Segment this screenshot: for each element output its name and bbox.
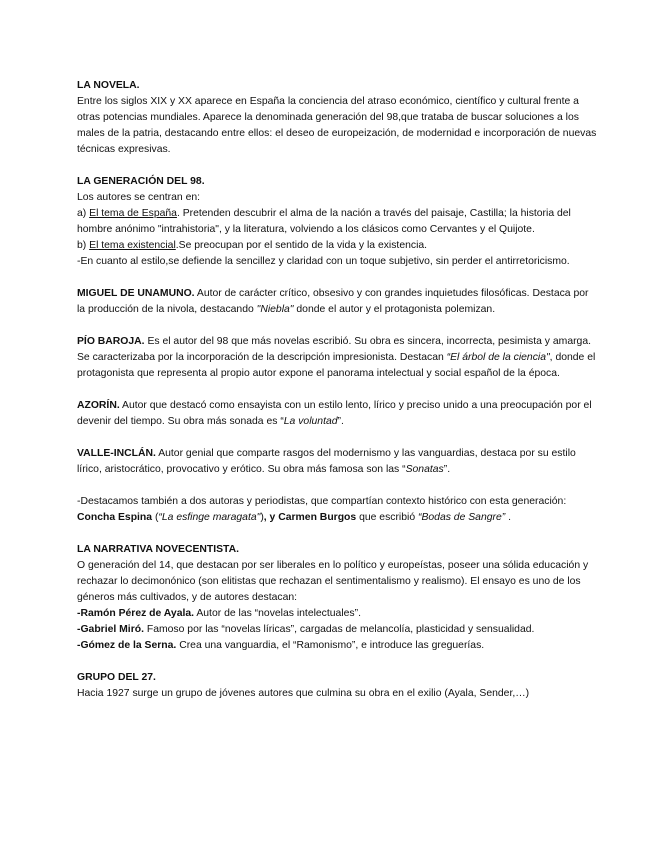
- gen98-style-note: -En cuanto al estilo,se defiende la sencillez y claridad con un toque subjetivo, sin perder el antirretoricismo.: [77, 256, 570, 267]
- valle-text-2: ”.: [443, 464, 451, 475]
- author-name-perez-ayala: -Ramón Pérez de Ayala.: [77, 608, 195, 619]
- work-title-bodas-sangre: “Bodas de Sangre”: [418, 512, 506, 523]
- valle-text-1: Autor genial que comparte rasgos del modernismo y las vanguardias, destaca por su estilo lírico, aristocrático, provocativo y erótico. Su obra más famosa son las “: [77, 448, 576, 475]
- author-name-gomez-serna: -Gómez de la Serna.: [77, 640, 177, 651]
- item-a-text: . Pretenden descubrir el alma de la nación a través del paisaje, Castilla; la historia del hombre anónimo "intrahistoria", y la literatura, volviendo a los clásicos como Cervantes y el Quijote.: [77, 208, 571, 235]
- heading-generacion-98: LA GENERACIÓN DEL 98.: [77, 176, 205, 187]
- paragraph-grupo-27: Hacia 1927 surge un grupo de jóvenes autores que culmina su obra en el exilio (Ayala, Sender,…): [77, 688, 530, 699]
- autoras-end: .: [505, 512, 512, 523]
- document-page: [77, 78, 599, 702]
- item-a-underlined-title: El tema de España: [89, 208, 177, 219]
- author-name-concha-espina: Concha Espina: [77, 512, 153, 523]
- gen98-intro: Los autores se centran en:: [77, 192, 201, 203]
- work-title-la-voluntad: La voluntad: [283, 416, 338, 427]
- author-name-azorin: AZORÍN.: [77, 400, 120, 411]
- spacer: [77, 526, 599, 542]
- azorin-text-2: ”.: [337, 416, 344, 427]
- paragraph-unamuno: [77, 286, 599, 318]
- gomez-text: Crea una vanguardia, el “Ramonismo”, e introduce las greguerías.: [176, 640, 485, 651]
- spacer: [77, 430, 599, 446]
- work-title-arbol-ciencia: “El árbol de la ciencia": [446, 352, 550, 363]
- paragraph-azorin: [77, 398, 599, 430]
- work-title-niebla: "Niebla": [256, 304, 294, 315]
- autoras-text-2: que escribió: [356, 512, 418, 523]
- autoras-close-paren: ): [260, 512, 264, 523]
- heading-grupo-27: GRUPO DEL 27.: [77, 672, 156, 683]
- author-line-ayala: [77, 606, 599, 622]
- unamuno-text-1: Autor de carácter crítico, obsesivo y con grandes inquietudes filosóficas. Destaca por la producción de la nivola, destacando: [77, 288, 589, 315]
- autoras-joiner: , y: [263, 512, 279, 523]
- autoras-open-paren: (: [152, 512, 159, 523]
- item-a-prefix: a): [77, 208, 90, 219]
- author-line-gomez-serna: [77, 638, 599, 654]
- miro-text: Famoso por las “novelas líricas”, cargadas de melancolía, plasticidad y sensualidad.: [143, 624, 535, 635]
- spacer: [77, 158, 599, 174]
- unamuno-text-2: donde el autor y el protagonista polemizan.: [293, 304, 496, 315]
- baroja-text-1: Es el autor del 98 que más novelas escribió. Su obra es sincera, incorrecta, pesimista y amarga. Se caracterizaba por la incorporación de la descripción impresionista. Destacan: [77, 336, 591, 363]
- author-name-valle-inclan: VALLE-INCLÁN.: [77, 448, 156, 459]
- author-line-miro: [77, 622, 599, 638]
- work-title-esfinge-maragata: “La esfinge maragata": [158, 512, 261, 523]
- spacer: [77, 382, 599, 398]
- paragraph-valle-inclan: [77, 446, 599, 478]
- gen98-item-b: [77, 238, 599, 254]
- spacer: [77, 654, 599, 670]
- spacer: [77, 318, 599, 334]
- autoras-intro: -Destacamos también a dos autoras y periodistas, que compartían contexto histórico con esta generación:: [77, 496, 567, 507]
- author-name-gabriel-miro: -Gabriel Miró.: [77, 624, 144, 635]
- ayala-text: Autor de las “novelas intelectuales”.: [194, 608, 361, 619]
- work-title-sonatas: Sonatas: [405, 464, 444, 475]
- heading-narrativa-novecentista: LA NARRATIVA NOVECENTISTA.: [77, 544, 240, 555]
- autoras-line: [77, 510, 599, 526]
- paragraph-novecentista: O generación del 14, que destacan por ser liberales en lo político y europeístas, poseer una sólida educación y rechazar lo decimonónico (son elitistas que rechazan el sentimentalismo y realismo). El ensayo es uno de los géneros más cultivados, y de autores destacan:: [77, 560, 589, 603]
- item-b-prefix: b): [77, 240, 90, 251]
- heading-la-novela: LA NOVELA.: [77, 80, 140, 91]
- azorin-text-1: Autor que destacó como ensayista con un estilo lento, lírico y preciso unido a una preocupación por el devenir del tiempo. Su obra más sonada es “: [77, 400, 592, 427]
- spacer: [77, 270, 599, 286]
- author-name-unamuno: MIGUEL DE UNAMUNO.: [77, 288, 195, 299]
- item-b-underlined-title: El tema existencial: [89, 240, 176, 251]
- gen98-item-a: [77, 206, 599, 238]
- author-name-baroja: PÍO BAROJA.: [77, 336, 145, 347]
- paragraph-baroja: [77, 334, 599, 382]
- author-name-carmen-burgos: Carmen Burgos: [278, 512, 357, 523]
- item-b-text: .Se preocupan por el sentido de la vida y la existencia.: [175, 240, 428, 251]
- spacer: [77, 478, 599, 494]
- paragraph-la-novela: Entre los siglos XIX y XX aparece en España la conciencia del atraso económico, científico y cultural frente a otras potencias mundiales. Aparece la denominada generación del 98,que trataba de buscar soluciones a los males de la patria, destacando entre ellos: el deseo de europeización, de modernidad e incorporación de nuevas técnicas expresivas.: [77, 96, 597, 155]
- baroja-text-2: , donde el protagonista que representa al propio autor expone el panorama intelectual y social español de la época.: [77, 352, 596, 379]
